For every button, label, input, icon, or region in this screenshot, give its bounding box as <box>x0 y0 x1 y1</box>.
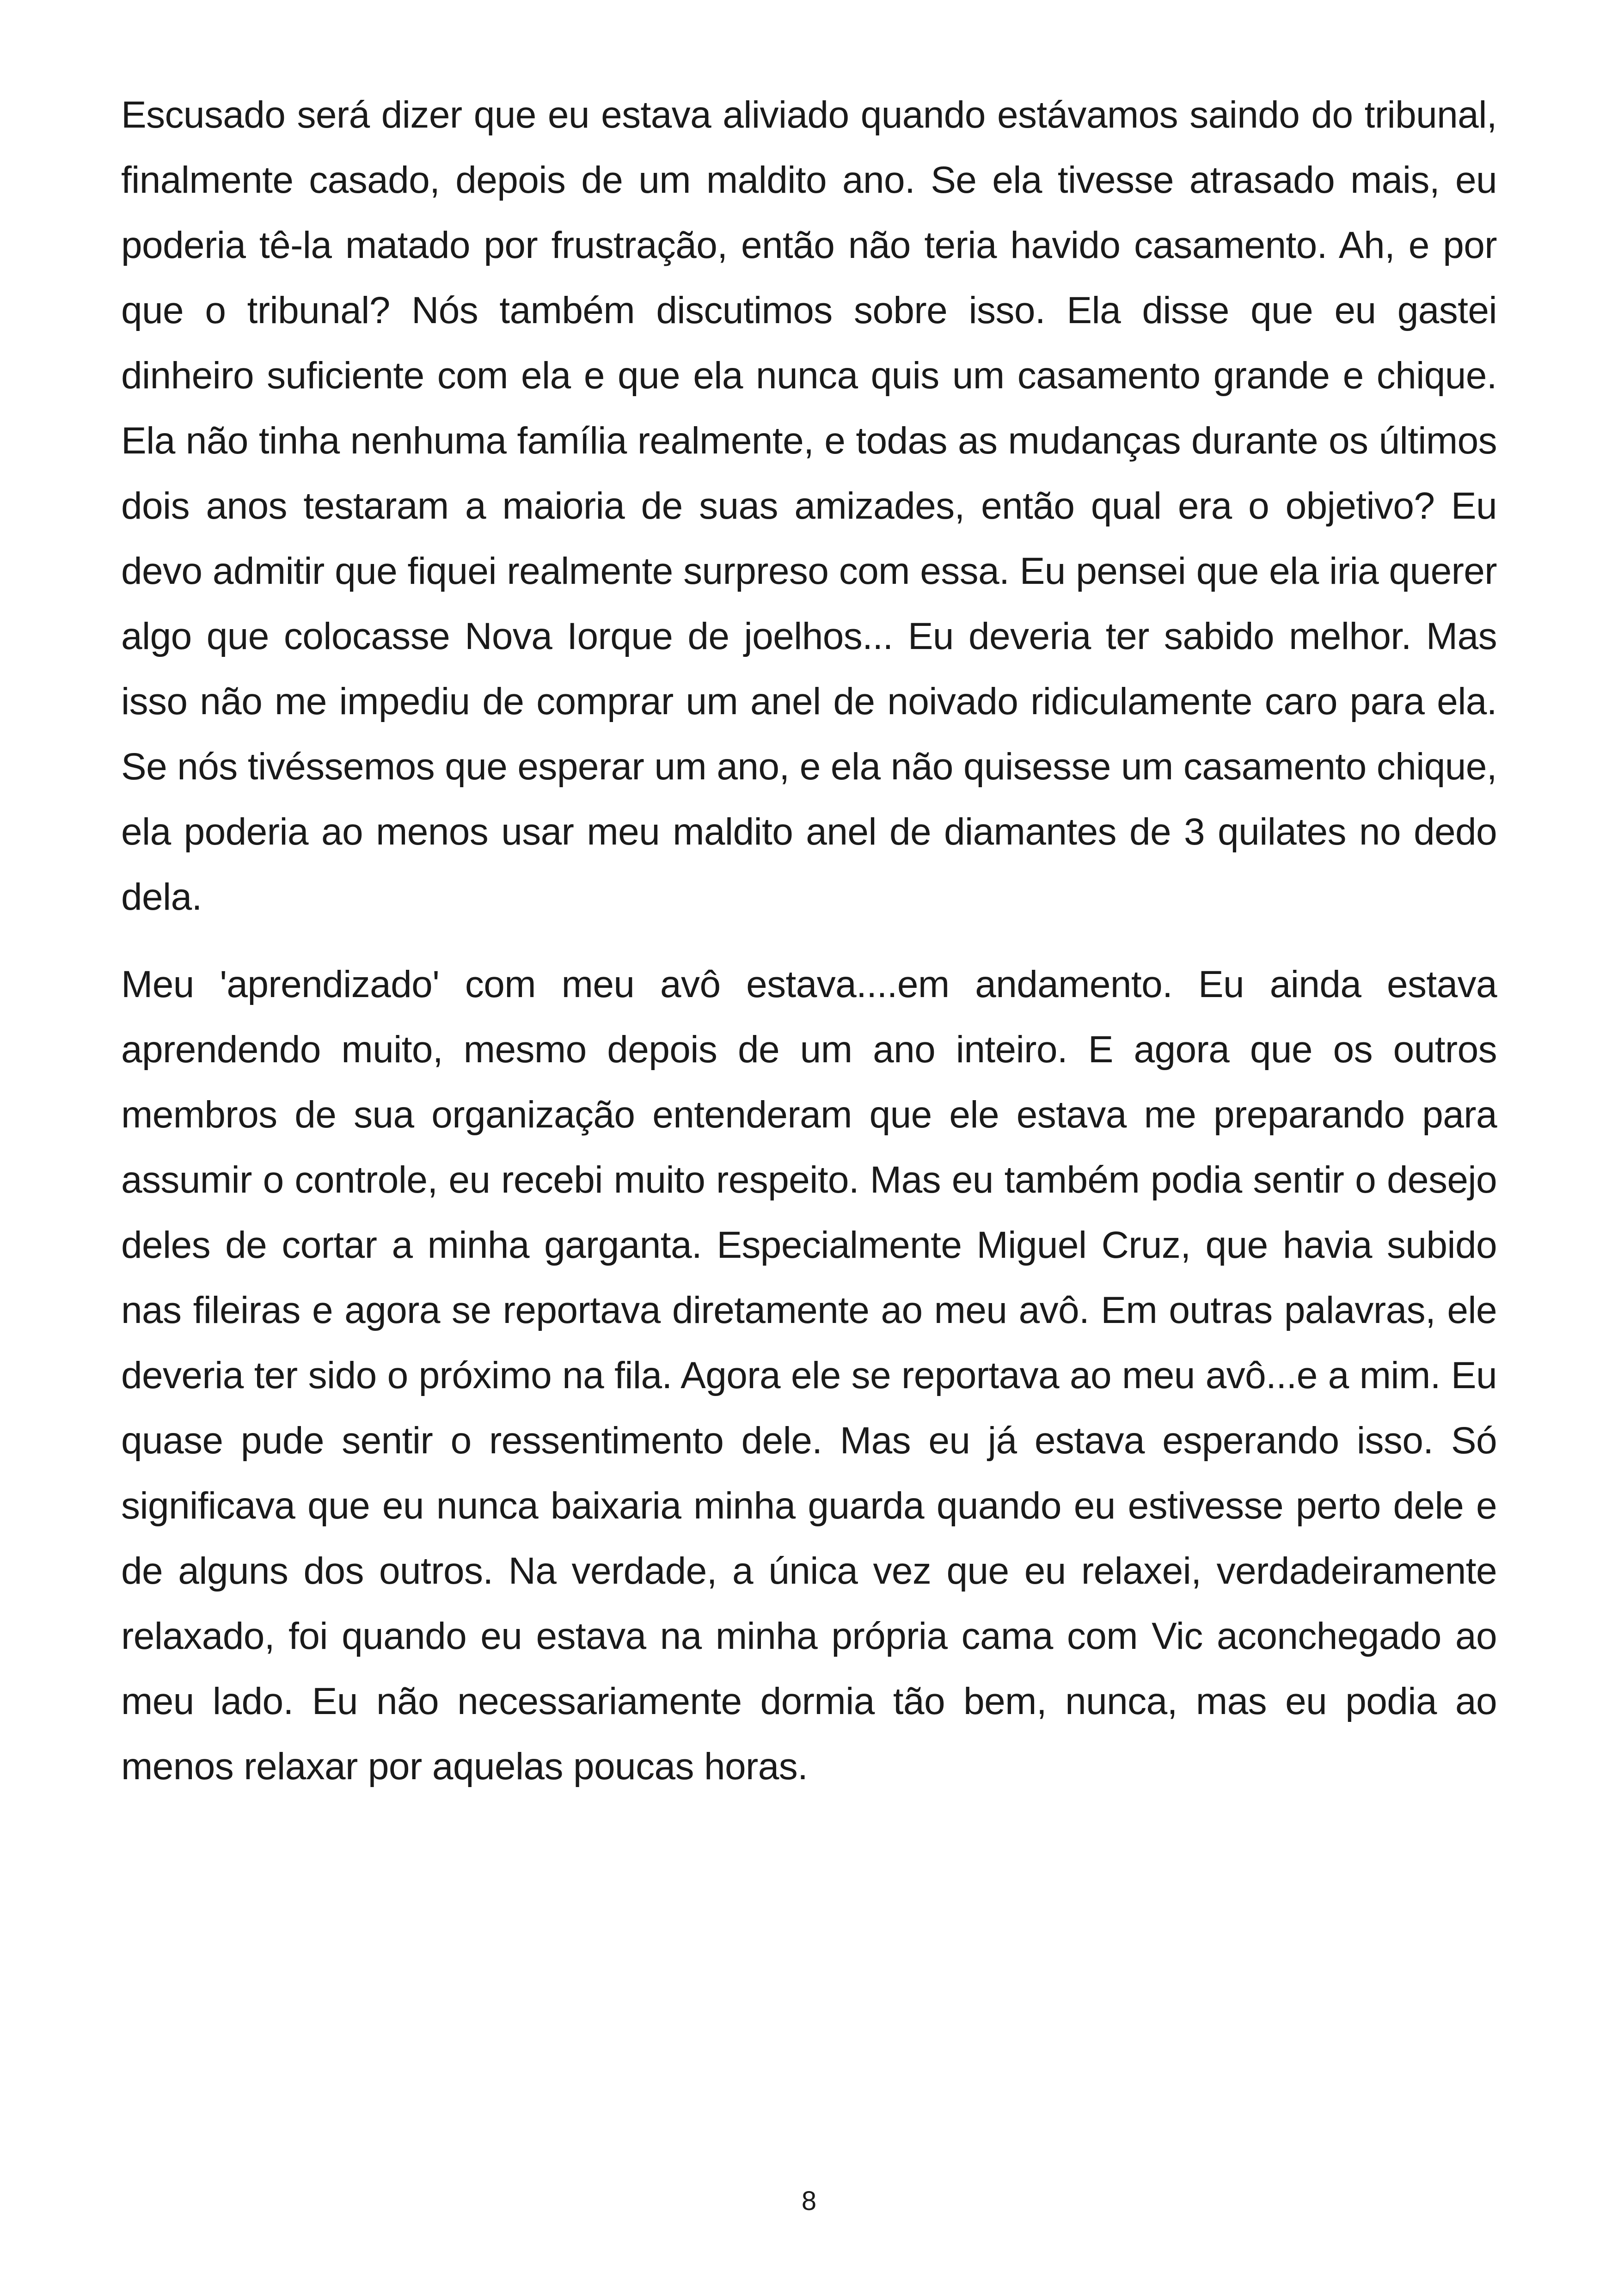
paragraph-2: Meu 'aprendizado' com meu avô estava....em andamento. Eu ainda estava aprendendo muito, mesmo depois de um ano inteiro. E agora que os outros membros de sua organização entenderam que ele estava me preparando para assumir o controle, eu recebi muito respeito. Mas eu também podia sentir o desejo deles de cortar a minha garganta. Especialmente Miguel Cruz, que havia subido nas fileiras e agora se reportava diretamente ao meu avô. Em outras palavras, ele deveria ter sido o próximo na fila. Agora ele se reportava ao meu avô...e a mim. Eu quase pude sentir o ressentimento dele. Mas eu já estava esperando isso. Só significava que eu nunca baixaria minha guarda quando eu estivesse perto dele e de alguns dos outros. Na verdade, a única vez que eu relaxei, verdadeiramente relaxado, foi quando eu estava na minha própria cama com Vic aconchegado ao meu lado. Eu não necessariamente dormia tão bem, nunca, mas eu podia ao menos relaxar por aquelas poucas horas. <box>121 963 1497 1788</box>
text-body <box>121 82 1497 1821</box>
paragraph-1: Escusado será dizer que eu estava aliviado quando estávamos saindo do tribunal, finalmente casado, depois de um maldito ano. Se ela tivesse atrasado mais, eu poderia tê-la matado por frustração, então não teria havido casamento. Ah, e por que o tribunal? Nós também discutimos sobre isso. Ela disse que eu gastei dinheiro suficiente com ela e que ela nunca quis um casamento grande e chique. Ela não tinha nenhuma família realmente, e todas as mudanças durante os últimos dois anos testaram a maioria de suas amizades, então qual era o objetivo? Eu devo admitir que fiquei realmente surpreso com essa. Eu pensei que ela iria querer algo que colocasse Nova Iorque de joelhos... Eu deveria ter sabido melhor. Mas isso não me impediu de comprar um anel de noivado ridiculamente caro para ela. Se nós tivéssemos que esperar um ano, e ela não quisesse um casamento chique, ela poderia ao menos usar meu maldito anel de diamantes de 3 quilates no dedo dela. <box>121 94 1497 918</box>
page-number: 8 <box>801 2186 817 2216</box>
